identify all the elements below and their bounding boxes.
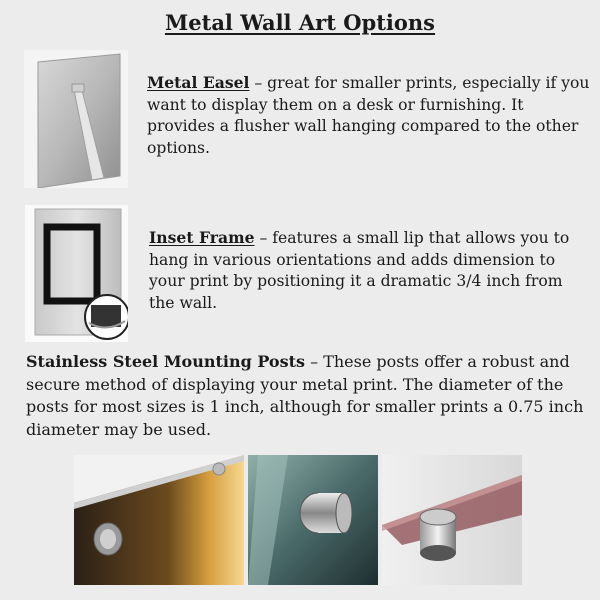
mounting-post-photo-3 [382, 455, 522, 585]
inset-frame-photo [25, 205, 128, 342]
mounting-posts-description [26, 351, 592, 441]
inset-frame-heading: Inset Frame [149, 228, 255, 247]
metal-easel-description [147, 72, 592, 159]
inset-frame-description [149, 227, 589, 314]
metal-easel-photo [24, 50, 128, 188]
page-title [0, 10, 600, 35]
mounting-posts-heading: Stainless Steel Mounting Posts [26, 352, 306, 371]
metal-easel-heading: Metal Easel [147, 73, 250, 92]
mounting-post-photo-2 [248, 455, 378, 585]
mounting-post-photo-1 [74, 455, 244, 585]
inset-frame-text: – features a small lip that allows you to hang in various orientations and adds dimension to your print by positioning it a dramatic 3/4 inch from the wall. [149, 229, 570, 312]
metal-easel-text: – great for smaller prints, especially if you want to display them on a desk or furnishing. It provides a flusher wall hanging compared to the other options. [147, 74, 590, 157]
mounting-posts-text: – These posts offer a robust and secure method of displaying your metal print. The diameter of the posts for most sizes is 1 inch, although for smaller prints a 0.75 inch diameter may be used. [26, 352, 584, 439]
page-title-text: Metal Wall Art Options [165, 10, 435, 35]
